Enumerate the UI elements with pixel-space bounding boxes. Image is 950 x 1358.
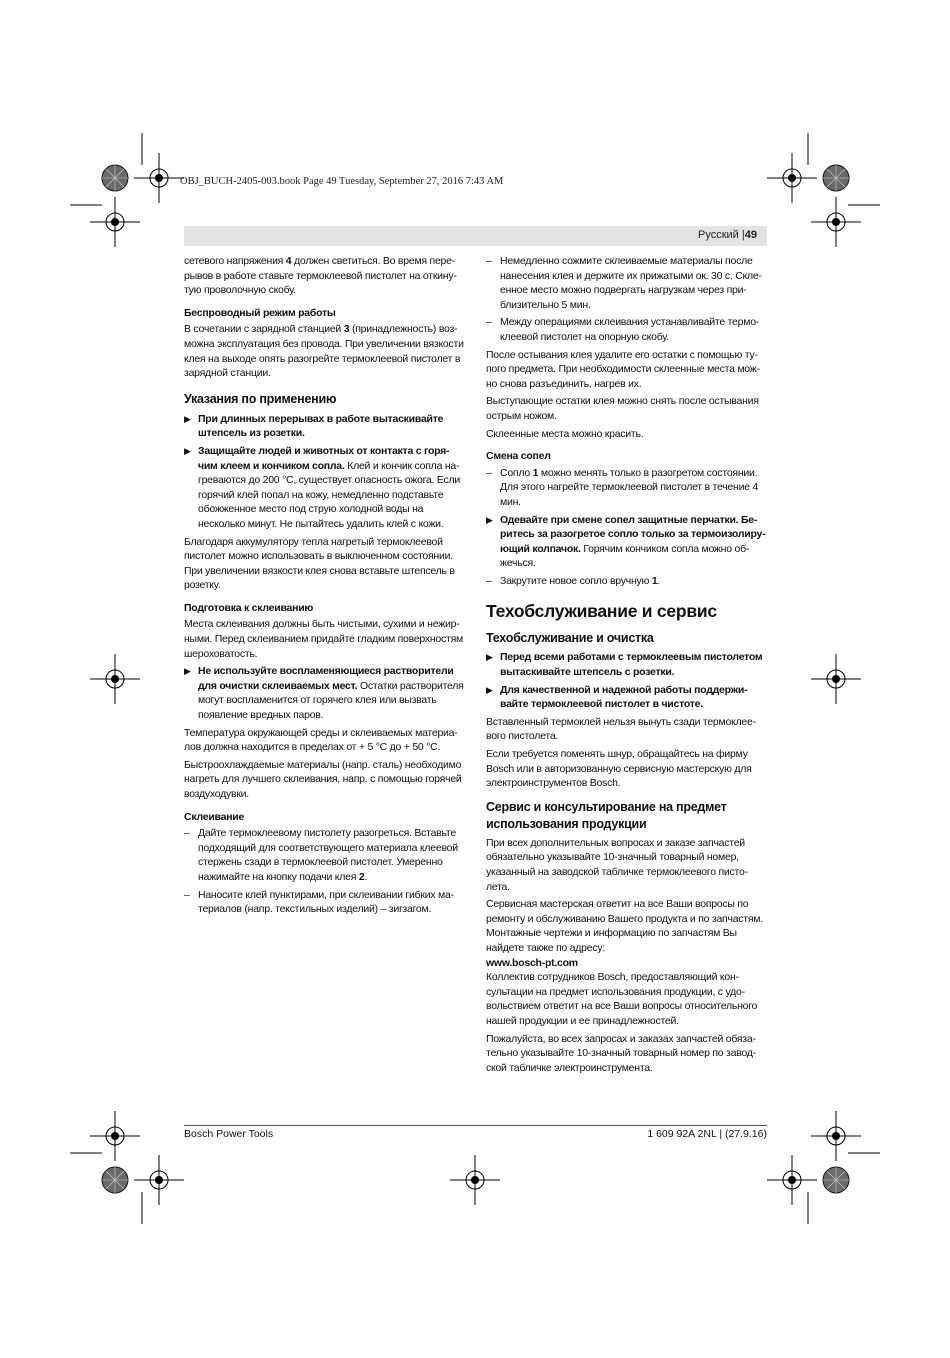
registration-mark-bottom-right (767, 1111, 861, 1205)
warning-triangle-icon: ▶ (486, 684, 493, 695)
dash-item (486, 466, 767, 510)
heading-cordless-mode: Беспроводный режим работы (184, 306, 336, 319)
warning-item (184, 444, 465, 532)
team-paragraph (486, 970, 767, 1028)
text-run: В сочетании с зарядной станцией (184, 323, 344, 336)
header-separator: | (741, 229, 745, 241)
after-cooling-paragraph (486, 348, 767, 392)
warning-triangle-icon: ▶ (184, 413, 191, 424)
dash-item (486, 254, 767, 312)
text-run: Места склеивания должны быть чистыми, сухими и нежирными. Перед склеиванием придайте гладким поверхностям шероховатость. (184, 618, 463, 660)
warning-triangle-icon: ▶ (486, 514, 493, 525)
battery-paragraph (184, 535, 465, 593)
page-header (698, 229, 757, 241)
top-trim-lines (70, 133, 880, 205)
heading-usage-tips: Указания по применению (184, 391, 337, 406)
warning-triangle-icon: ▶ (184, 445, 191, 456)
footer-rule (184, 1125, 767, 1126)
heading-service-consulting: Сервис и консультирование на предмет использования продукции (486, 799, 727, 831)
text-run: Если требуется поменять шнур, обращайтесь на фирму Bosch или в авторизованную сервисную мастерскую для электроинструментов Bosch. (486, 748, 752, 790)
warning-text (198, 665, 464, 721)
text-run: Температура окружающей среды и склеиваемых материалов должна находится в пределах от + 5 °C до + 50 °C. (184, 726, 458, 754)
heading-preparation: Подготовка к склеиванию (184, 601, 314, 614)
bold-run: Перед всеми работами с термоклеевым пистолетом вытаскивайте штепсель с розетки. (500, 651, 763, 679)
text-run: сетевого напряжения (184, 255, 286, 267)
text-run: После остывания клея удалите его остатки с помощью тупого предмета. При необходимости склеенные места можно снова разъединить, нагрев их. (486, 348, 761, 390)
heading-maintenance-service: Техобслуживание и сервис (486, 601, 717, 622)
text-run: . (364, 870, 368, 883)
text-run: Пожалуйста, во всех запросах и заказах запчастей обязательно указывайте 10‑значный товарный номер по заводской табличке электроинструмента. (486, 1032, 757, 1074)
text-run: (принадлежность) возможна эксплуатация без провода. При увеличении вязкости клея на выходе опять разогрейте термоклеевой пистолет в зарядной станции. (184, 323, 464, 380)
dash-bullet: – (486, 466, 492, 479)
page-header-bar (184, 226, 767, 246)
warning-item (184, 412, 465, 441)
warning-triangle-icon: ▶ (486, 652, 493, 663)
warning-text (198, 445, 460, 530)
dash-bullet: – (486, 316, 492, 329)
part-number-paragraph (486, 836, 767, 894)
text-run: Вставленный термоклей нельзя вынуть сзади термоклеевого пистолета. (486, 715, 757, 743)
temperature-paragraph (184, 726, 465, 755)
warning-text (500, 684, 748, 711)
left-column (184, 254, 465, 920)
warning-item (184, 664, 465, 722)
dash-bullet: – (486, 574, 492, 587)
text-run: Выступающие остатки клея можно снять после остывания острым ножом. (486, 395, 759, 422)
workshop-paragraph (486, 897, 767, 955)
dash-text (198, 889, 454, 916)
footer-brand: Bosch Power Tools (184, 1128, 274, 1140)
text-run: Сервисная мастерская ответит на все Ваши вопросы по ремонту и обслуживанию Вашего продукта и по запчастям. Монтажные чертежи и информацию по запчастям Вы найдете также по адресу: (486, 898, 763, 954)
text-run: Наносите клей пунктирами, при склеивании гибких материалов (напр. текстильных изделий) – зигзагом. (198, 888, 455, 916)
text-run: Между операциями склеивания устанавливайте термоклеевой пистолет на опорную скобу. (500, 316, 760, 343)
text-run: должен светиться. Во время перерывов в работе ставьте термоклеевой пистолет на откинутую проволочную скобу. (184, 255, 457, 297)
dash-bullet: – (184, 888, 190, 901)
dash-text (500, 316, 759, 343)
page-number: 49 (744, 229, 757, 241)
registration-mark-bottom-center (450, 1155, 500, 1205)
cord-paragraph (486, 747, 767, 791)
text-run: Склеенные места можно красить. (486, 427, 644, 440)
bold-run: Защищайте людей и животных от контакта с горячим клеем и кончиком сопла. (198, 444, 450, 472)
text-run: Закрутите новое сопло вручную (500, 574, 652, 587)
glue-stick-paragraph (486, 715, 767, 744)
dash-text (500, 575, 660, 587)
preparation-paragraph (184, 617, 465, 661)
bold-run: 2 (358, 870, 365, 883)
registration-mark-top-left (90, 153, 184, 247)
paint-paragraph (486, 427, 767, 442)
warning-triangle-icon: ▶ (184, 666, 191, 677)
print-info-line: OBJ_BUCH-2405-003.book Page 49 Tuesday, September 27, 2016 7:43 AM (180, 176, 504, 187)
dash-item (184, 826, 465, 884)
warning-text (198, 413, 443, 440)
footer-doc-number: 1 609 92A 2NL | (27.9.16) (647, 1128, 767, 1140)
bold-run: 3 (343, 323, 350, 336)
text-run: Остатки растворителя могут воспламенится от горячего клея или вызвать появление вредных паров. (198, 679, 464, 722)
dash-item (486, 315, 767, 344)
registration-mark-top-right (767, 153, 861, 247)
dash-bullet: – (184, 827, 190, 840)
warning-text (500, 514, 766, 570)
bold-run: 4 (285, 255, 292, 267)
text-run: Быстроохлаждаемые материалы (напр. сталь) необходимо нагреть для лучшего склеивания, напр. с помощью горячей воздуходувки. (184, 758, 462, 800)
text-run: . (657, 574, 661, 587)
text-run: Благодаря аккумулятору тепла нагретый термоклеевой пистолет можно использовать в выключенном состоянии. При увеличении вязкости клея снова вставьте штепсель в розетку. (184, 535, 455, 592)
text-run: Немедленно сожмите склеиваемые материалы после нанесения клея и держите их прижатыми ок. 30 с. Склеенное место можно подвергать нагрузкам через приблизительно 5 мин. (500, 255, 762, 311)
text-run: Клей и кончик сопла нагреваются до 200 °C, существует опасность ожога. Если горячий клей попал на кожу, немедленно подставьте обожженное место под струю холодной воды на несколько минут. Не пытайтесь удалить клей с кожи. (198, 459, 460, 530)
bold-run: Для качественной и надежной работы поддерживайте термоклеевой пистолет в чистоте. (500, 683, 748, 711)
text-run: можно менять только в разогретом состоянии. Для этого нагрейте термоклеевой пистолет в течение 4 мин. (500, 466, 759, 508)
text-run: Коллектив сотрудников Bosch, предоставляющий консультации на предмет использования продукции, с удовольствием ответит на все Ваши вопросы относительного нашей продукции и ее принадлежностей. (486, 971, 758, 1027)
text-run: При всех дополнительных вопросах и заказе запчастей обязательно указывайте 10‑значный товарный номер, указанный на заводской табличке термоклеевого пистолета. (486, 836, 749, 893)
dash-text (198, 827, 458, 883)
heading-nozzle-change: Смена сопел (486, 450, 551, 463)
bold-run: 1 (651, 574, 658, 587)
right-column (486, 254, 767, 1078)
text-run: Горячим кончиком сопла можно обжечься. (500, 542, 750, 570)
bold-run: Одевайте при смене сопел защитные перчатки. Беритесь за разогретое сопло только за термоизолирующий колпачок. (500, 513, 766, 555)
bold-run: 1 (532, 466, 539, 479)
heading-gluing: Склеивание (184, 810, 245, 823)
registration-mark-side-right (811, 654, 861, 704)
text-run: Сопло (500, 466, 533, 479)
registration-mark-side-left (90, 654, 140, 704)
registration-mark-bottom-left (90, 1111, 184, 1205)
warning-item (486, 513, 767, 571)
heading-maintenance-cleaning: Техобслуживание и очистка (486, 631, 654, 646)
intro-paragraph (184, 254, 465, 298)
dash-bullet: – (486, 255, 492, 267)
header-language: Русский (698, 229, 739, 241)
text-run: Дайте термоклеевому пистолету разогреться. Вставьте подходящий для соответствующего материала клеевой стержень сзади в термоклеевой пистолет. Умеренно нажимайте на кнопку подачи клея (198, 827, 458, 883)
website-link[interactable]: www.bosch-pt.com (486, 956, 578, 969)
warning-item (486, 683, 767, 712)
dash-item (486, 574, 767, 589)
warning-text (500, 651, 762, 678)
protruding-residue-paragraph (486, 394, 767, 423)
cordless-paragraph (184, 322, 465, 380)
bold-run: Не используйте воспламеняющиеся растворители для очистки склеиваемых мест. (198, 665, 454, 692)
warning-item (486, 650, 767, 679)
cooling-paragraph (184, 758, 465, 802)
dash-text (500, 255, 762, 311)
dash-item (184, 888, 465, 917)
please-paragraph (486, 1032, 767, 1076)
dash-text (500, 467, 758, 508)
bold-run: При длинных перерывах в работе вытаскивайте штепсель из розетки. (198, 412, 444, 440)
